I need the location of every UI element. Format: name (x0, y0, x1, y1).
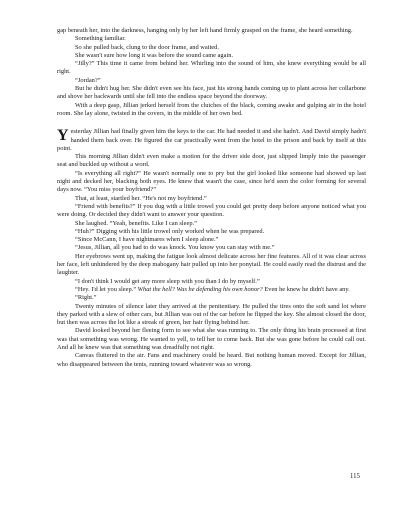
paragraph: “Jordan?” (75, 76, 101, 84)
paragraph: “Is everything all right?” He wasn't normally one to pry but the girl looked like someone had showed up last night and decked her, blacking both eyes. He knew that wasn't the case, since he'd seen the color forming for several days now. “You miss your boyfriend?” (57, 169, 366, 194)
paragraph: “Right.” (75, 294, 97, 302)
paragraph: “Huh?” Digging with his little trowel only worked when he was prepared. (75, 227, 265, 235)
chapter-opening-paragraph (57, 128, 366, 153)
paragraph: “I don't think I would get any more sleep with you than I do by myself.” (75, 277, 260, 285)
paragraph: Her eyebrows went up, making the fatigue look almost delicate across her fine features. All of it was clear across her face, left unhindered by the deep mahogany hair pulled up into her ponytail. He could easily read the distrust and the laughter. (57, 252, 366, 277)
paragraph: This morning Jillian didn't even make a motion for the driver side door, just slipped limply into the passenger seat and buckled up without a word. (57, 153, 366, 169)
paragraph: gap beneath her, into the darkness, hanging only by her left hand firmly grasped on the frame, she heard something. (57, 27, 353, 34)
paragraph: So she pulled back, clung to the door frame, and waited. (75, 43, 219, 51)
dialogue-text: “Hey. I'd let you sleep.” (75, 285, 138, 293)
paragraph: Something familiar. (75, 35, 126, 43)
drop-cap: Y (57, 127, 69, 145)
paragraph: With a deep gasp, Jillian jerked herself from the clutches of the black, coming awake and gulping air in the hotel room. She lay alone, twisted in the covers, in the middle of her own bed. (57, 101, 366, 117)
section-break (57, 118, 366, 128)
paragraph: “Since McCann, I have nightmares when I sleep alone.” (75, 236, 219, 244)
paragraph: “Jesus, Jillian, all you had to do was knock. You know you can stay with me.” (75, 244, 275, 252)
paragraph: Twenty minutes of silence later they arrived at the penitentiary. He pulled the tires onto the soft sand lot where they parked with a slew of other cars, but Jillian was out of the car before he flipped the key. She almost closed the door, but then was across the lot like a streak of green, her hair flying behind her. (57, 302, 366, 327)
paragraph: “Jilly?” This time it came from behind her. Whirling into the sound of him, she knew everything would be all right. (57, 60, 366, 76)
paragraph-text: esterday Jillian had finally given him the keys to the car. He had needed it and she hadn't. And David simply hadn't handed them back over. He figured the car practically went from the hotel to the prison and back by itself at this point. (57, 128, 366, 152)
paragraph: That, at least, startled her. “He's not my boyfriend.” (75, 194, 207, 202)
page-number: 115 (350, 473, 360, 480)
paragraph: “Friend with benefits?” If you dug with a little trowel you could get pretty deep before anyone noticed what you were doing. Or decided they didn't want to answer your question. (57, 202, 366, 219)
paragraph: But he didn't hug her. She didn't even see his face, just his strong hands coming up to plant across her collarbone and shove her backwards until she fell into the endless space beyond the doorway. (57, 85, 366, 101)
dialogue-text: Even he knew he didn't have any. (262, 285, 350, 293)
paragraph: She wasn't sure how long it was before the sound came again. (75, 51, 234, 59)
paragraph: David looked beyond her fleeing form to see what she was running to. The only thing his brain processed at first was that something was wrong. He wanted to yell, to tell her to come back. But she was gone before he could call out. And all he knew was that something was dreadfully not right. (57, 327, 366, 351)
paragraph: Canvas fluttered in the air. Fans and machinery could be heard. But nothing human moved. Except for Jillian, who disappeared between the tents, running toward whatever was so wrong. (57, 352, 366, 368)
italic-thought: What the hell? Was he defending his own honor? (137, 285, 263, 293)
paragraph: She laughed. “Yeah, benefits. Like I can sleep.” (75, 219, 197, 227)
paragraph (57, 286, 366, 294)
